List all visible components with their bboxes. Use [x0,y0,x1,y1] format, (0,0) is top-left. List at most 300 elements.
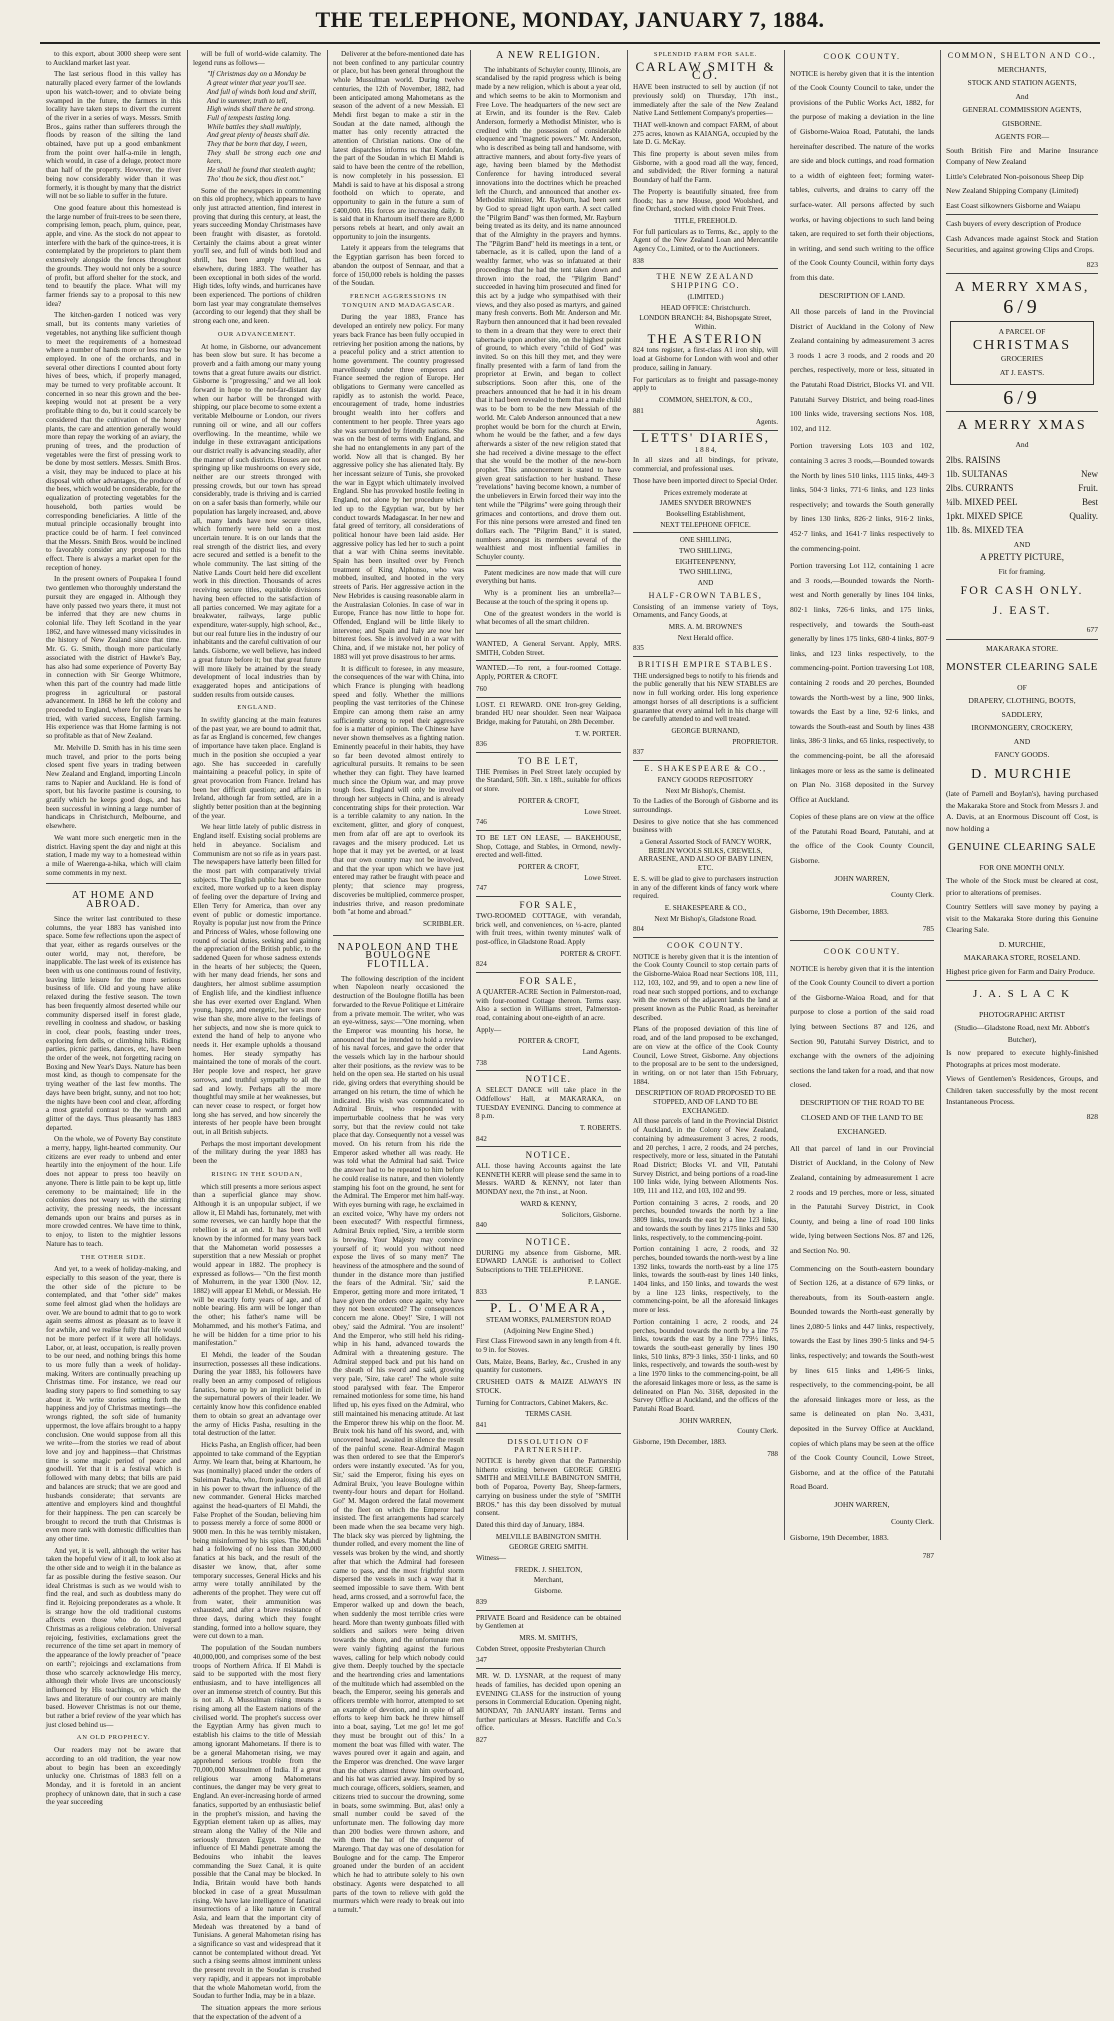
ad-price: 6/9 [1003,387,1041,409]
ad-title: NOTICE. [525,1150,572,1161]
price-item: TWO SHILLING, [678,568,733,577]
witness-label: Witness— [476,1554,507,1563]
signature: T. ROBERTS. [579,1123,621,1132]
paragraph: On the whole, we of Poverty Bay constitute a merry, happy, light-hearted community. Our citizens are ever ready to unbend and enter heartily into the enjoyment of the hour. Life does not appear to press too heavily on anyone. There is little pain to be kept up, little ceremony to be maintained; life in the colonies does not weary us with the stirring activity, the pressing needs, the incessant demands upon our brains and purses as in more crowded centres. We have time to think, to enjoy, to listen to the mightier lessons Nature has to teach. [46,1135,181,1248]
ad-subtitle: FANCY GOODS REPOSITORY [657,775,754,784]
paragraph: One good feature about this homestead is the large number of fruit-trees to be seen there, comprising lemon, peach, plum, quince, pear, apple, and vine. As the stock do not appear to interfere with the bark of the quince-trees, it is contemplated by the proprietors to plant them extensively alongside the fences throughout the grounds. They would not only be a source of profit, but afford shelter for the stock, and tend to beautify the place. What will my farmer friends say to a proposal to this new idea? [46,203,181,308]
divider [476,697,621,698]
column-2 [193,50,321,2021]
signature: MELVILLE BABINGTON SMITH. [495,1532,602,1541]
ad-title: A MERRY XMAS, [954,280,1090,295]
goods-row [946,481,1098,495]
ad-and: AND [697,579,714,588]
ad-subtitle: HEAD OFFICE: Christchurch. [660,303,751,312]
column-rule [940,50,941,1540]
price-item: TWO SHILLING, [678,547,733,556]
signature: D. MURCHIE, [998,939,1046,949]
paragraph: In the present owners of Poupakea I found two gentlemen who thoroughly understand the pursuit they are engaged in. Although they have only passed two years there, it must not be inferred that they are new chums in colonial life. They left Scotland in the year 1862, and have witnessed many vicissitudes in the history of New Zealand since that time. Mr. G. G. Smith, though more particularly associated with the district of Hawke's Bay, has also had some experience of Poverty Bay in connection with Sir George Whitmore, when this part of the country had made little progress in agricultural or pastoral advancement. In 1868 he left the colony and proceeded to England, where for nine years he tried, with varied success, English farming. His experience was that Home farming is not so profitable as that of New Zealand. [46,575,181,741]
goods-item: 2lbs. CURRANTS [946,482,1014,493]
ad-subtitle: Agents. [755,418,778,427]
ad-date: Gisborne, 19th December, 1883. [790,906,889,916]
classified-ad: Portion containing 1 acre, 2 roods, and 24 perches, bounded towards the north by a line 75 links, towards the east by a line 779½ links, towards the south-east generally by lines 190 links, 510 links, 879·3 links, 350·1 links, and 60 links, respectively, and towards the south-west by a line 1970 links to the commencing-point, be all the aforesaid linkages more or less, as the same is delineated on Plan No. 3168, deposited in the Survey Office at Auckland, and the offices of the Patutahi Road Board. [633,1317,778,1413]
classified-ad: The Property is beautifully situated, free from floods; has a new House, good Woolshed, and fine Orchard, stocked with choice Fruit Trees. [633,187,778,214]
section-subheading: THE OTHER SIDE. [80,1253,147,1261]
column-3 [333,50,464,1914]
column-5 [633,50,778,1540]
ad-name: JAMES SNYDER BROWNE'S [659,499,752,508]
ad-subtitle: Bookselling Establishment, [665,509,746,518]
ad-title: P. L. O'MEARA, [490,1300,607,1316]
ad-number: 804 [633,925,644,934]
witness-place: Gisborne. [534,1587,563,1596]
classified-ad: HAVE been instructed to sell by auction (if not previously sold) on Thursday, 17th inst., immediately after the sale of the New Zealand Native Land Settlement Company's properties— [633,83,778,118]
ad-name: J. EAST. [992,602,1052,617]
ad-terms: TERMS CASH. [525,1410,572,1419]
classified-ad: NOTICE is hereby given that it is the intention of the Cook County Council to take, under the provisions of the Public Works Act, 1882, for the purpose of making a deviation in the line of Gisborne-Waioa Road, Patutahi, the lands hereinafter described. The nature of the works are side and block cuttings, and road formation to a width of eighteen feet; forming water-tables, culverts, and drains to carry off the surface-water. All persons affected by such works, or having objections to such land being taken, are required to set forth their objections, in writing, and send such writing to the office of the Cook County Council, within forty days from this date. [790,68,934,282]
column-7 [946,50,1098,1540]
ad-heading: SPLENDID FARM FOR SALE. [653,51,758,58]
divider [946,639,1098,640]
paragraph: And yet, it is well, although the writer has taken the hopeful view of it all, to look also at the other side and to weigh it in the balance as far as possible during the festive season. Our ideal Christmas is such as we would wish to find the real, and such as doubtless many do find it. Rejoicing preponderates as a whole. It is strange how the old traditional customs affects even those who do not regard Christmas as a religious celebration. Universal rejoicing, festivities, exclamations greet the recurrence of the time set apart in memory of the appearance of the lowly preacher of "peace on earth"; rejoicings and exclamations from those who scarcely acknowledge His mercy, although their whole lives are unconsciously influenced by His teachings, on which the laws and literature of our country are mainly based. However Christmas is not our theme, but rather a brief review of the year which has just closed behind us— [46,1546,181,1729]
classified-ad: ALL those having Accounts against the late KENNETH KERR will please send the same in to Messrs. WARD & KENNY, not later than MONDAY next, the 7th inst., at Noon. [476,1162,621,1197]
ad-number: 828 [1086,1111,1098,1121]
divider [946,980,1098,981]
classified-ad: WANTED.—To rent, a four-roomed Cottage. Apply, PORTER & CROFT. [476,664,621,682]
classified-ad: WANTED, A General Servant. Apply, MRS. SMITH, Cobden Street. [476,640,621,657]
goods-list [946,453,1098,537]
divider [476,633,621,634]
ad-subtitle: LONDON BRANCH: 84, Bishopsgate Street, Within. [639,314,772,331]
divider [946,214,1098,215]
classified-ad: Portion containing 3 acres, 2 roods, and 20 perches, bounded towards the north by a line 3809 links, towards the east by a line 123 links, and towards the south by lines 2175 links and 530 links, respectively, to the commencing-point. [633,1198,778,1242]
masthead: THE TELEPHONE, MONDAY, JANUARY 7, 1884. [40,0,1100,44]
classified-ad: MR. W. D. LYSNAR, at the request of many heads of families, has decided upon opening an EVENING CLASS for the instruction of young persons in Commercial Education. Opening night, MONDAY, 7th JANUARY instant. Terms and further particulars at Messrs. Ratcliffe and Co.'s office. [476,1672,621,1733]
ad-box-line: GROCERIES [1000,354,1044,363]
classified-ad: For particulars as to freight and passage-money apply to [633,375,778,393]
poem: "If Christmas day on a Monday be A great winter that year you'll see. And full of winds both loud and shrill, And in summer, truth to tell, High winds shall there be and strong. Full of tempests lasting long. While battles they shall multiply, And great plenty of beasts shall die. They that be born that day, I ween, They shall be strong each one and keen, He shall be found that stealeth aught; Tho' thou be sick, thou diest not." [207,70,321,183]
divider [476,1146,621,1147]
paragraph: The inhabitants of Schuyler county, Illinois, are scandalised by the rapid progress which is being made by a new religion, which is about a year old, and which seems to be akin to Mormonism and Free Love. The headquarters of the new sect are at Erwin, and its founder is the Rev. Caleb Anderson, formerly a Methodist Minister, who is credited with the possession of considerable eloquence and "magnetic powers." Mr. Anderson, who is described as being tall and handsome, with attractive manners, and about forty-five years of age, having been blamed by the Methodist Conference for having introduced several innovations into the doctrines which he preached left the Church, and announced that another ex-Methodist minister, Mr. Rayburn, had been sent by God to spread light upon earth. A sect called the "Pilgrim Band" was then formed, Mr. Rayburn being treated as its deity, and its name announced that of the Almighty in the prayers and hymns. The "Pilgrim Band" held its meetings in a tent, or tabernacle, as it is called, upon the land of a wealthy farmer, who was so infatuated at their proceedings that he had the tent taken down and thrown into the road, the "Pilgrim Band" succeeded in having him prosecuted and fined for this act by a judge who sympathised with their views, and they also posed as martyrs, and gained many fresh converts. Both Mr. Anderson and Mr. Rayburn then announced that it had been revealed to them in a dream that they were to erect their tabernacle upon another site, on the highest point of ground, to which every "child of God" was invited. So on this hill they met, and they were finally presented with a farm of land from the proprietor at Erwin, and began to collect subscriptions. Soon after this, one of the preachers announced that he had it in his dream that it had been revealed to them that a male child was to be born to be the new Messiah of the world. Mr. Caleb Anderson announced that a new prophet would be born for the church at Erwin, whom he would be the father, and a few days afterwards a sister of the new religion stated that she had received a divine message to the effect that she would be the mother of the new-born prophet. This announcement is stated to have given great satisfaction to her husband. These "revelations" having become known, a number of the unbelievers in Erwin forced their way into the tent while the "Pilgrims" were going through their grimaces and contortions, and drove them out. For this nine persons were arrested and fined ten dollars each. The "Pilgrim Band," it is stated, numbers amongst its members several of the wealthiest and most influential families in Schuyler county. [476,65,622,562]
goods-row [946,509,1098,523]
paragraph: We want more such energetic men in the district. Having spent the day and night at this station, I made my way to a homestead within a mile of Waerenga-a-hika, which will claim some comments in my next. [46,833,181,877]
classified-ad: Cash buyers of every description of Produce [946,219,1081,228]
classified-ad: a General Assorted Stock of FANCY WORK, BERLIN WOOLS SILKS, CREWELS, ARRASENE, AND ALSO OF BABY LINEN, ETC. [638,838,773,873]
ad-and: AND [1013,539,1031,549]
classified-ad: THE undersigned begs to notify to his friends and the public generally that his NEW STABLES are now in full working order. His long experience amongst horses of all descriptions is a sufficient guarantee that every animal left in his charge will be carefully attended to and well treated. [633,671,778,724]
goods-line: IRONMONGERY, CROCKERY, [971,723,1073,732]
goods-item: 2lbs. RAISINS [946,454,1001,465]
divider [790,940,934,941]
divider [476,830,621,831]
classified-ad: The whole of the Stock must be cleared at cost, prior to alterations of premises. [946,876,1098,897]
section-subheading: RISING IN THE SOUDAN, [211,1170,303,1178]
ad-subtitle: Lowe Street. [584,807,621,816]
classified-ad: Portion traversing Lot 112, containing 1 acre and 3 roods,—Bounded towards the North-west and North generally by lines 104 links, 802·1 links, 726·6 links, and 175 links, respectively, and towards the South-east generally by lines 175 links, 680·4 links, 807·9 links, and 123 links respectively, to the commencing-point. Portion traversing Lot 108, containing 2 roods and 20 perches, Bounded towards the North-west by a line, 900 links, towards the East by a line, 92·6 links, and towards the South-east and South by lines 438 links, 386·3 links, and 65 links, respectively, to the commencing-point, be all the aforesaid linkages more or less as the same is delineated on Plan No. 3168 deposited in the Survey Office at Auckland. [790,561,934,804]
ad-title: COOK COUNTY. [823,52,901,61]
ad-title: COOK COUNTY. [667,941,744,951]
divider [476,1433,621,1434]
classified-ad: Is now prepared to execute highly-finished Photographs at prices most moderate. [946,1048,1098,1069]
classified-ad: This fine property is about seven miles from Gisborne, with a good road all the way, fenced, and subdivided; the River forming a natural Boundary of half the Farm. [633,150,778,185]
classified-ad: (late of Parnell and Boylan's), having purchased the Makaraka Store and Stock from Messrs J. and A. Davis, at an Enormous Discount off Cost, is now holding a [946,789,1098,833]
ad-subtitle: Land Agents. [582,1048,621,1057]
ad-title: LETTS' DIARIES, [640,430,771,446]
ship-name: THE ASTERION [647,330,764,346]
paragraph: The population of the Soudan numbers 40,000,000, and comprises some of the best troops of Northern Africa. If El Mahdi is said to be supported with the most fiery enthusiasm, and to have intelligences all over an immense stretch of country. But this is not all. A Mussulman rising means a rising among all the Eastern nations of the civilised world. The prophet's success over the Egyptian Army has given much to establish his claims to the title of Messiah among ignorant Mahometans. If there is to be a general Mahometan rising, we may apprehend serious trouble from the 70,000,000 Mussulmen of India. If a great religious war among Mahometans continues, the danger may be very great to England. An ever-increasing horde of armed fanatics, supported by an enthusiastic belief in the prophet's mission, and having the Egyptian element taken up as allies, may stream along the Valley of the Nile and seriously threaten Egypt. Should the influence of El Mahdi penetrate among the Bedouins who inhabit the leaves commanding the Suez Canal, it is quite possible that the Canal may be blocked. In India, Britain would have both hands blocked in case of a great Mussulman rising. We have late intelligence of fanatical insurrections of a like nature in Central Asia, and learn that the important city of Medeah was threatened by a band of Tunisians. A general Mahometan rising has a significance so vast and widespread that it cannot be contemplated without dread. Yet such a rising seems almost imminent unless the present revolt in the Soudan is crushed very rapidly, and it appears not improbable that the whole Mahometan world, from the Soudan to further India, may be in a blaze. [193,1644,321,2001]
column-1 [46,50,181,1807]
ad-subtitle: County Clerk. [890,890,934,900]
classified-ad: DURING my absence from Gisborne, MR. EDWARD LANGE is authorised to Collect Subscriptions to THE TELEPHONE. [476,1248,621,1275]
classified-ad: To the Ladies of the Borough of Gisborne and its surroundings. [633,797,778,814]
goods-note: Fruit. [1078,482,1098,493]
goods-line: DRAPERY, CLOTHING, BOOTS, [968,696,1076,705]
divider [476,896,621,897]
classified-ad: First Class Firewood sawn in any length from 4 ft. to 9 in. for Stoves. [476,1337,621,1354]
ad-title: FOR SALE, [519,976,578,987]
ad-and: And [1015,91,1029,101]
divider [476,752,621,753]
ad-and: And [1015,440,1029,449]
paragraph: The last serious flood in this valley has naturally placed every farmer of the lowlands upon his watch-tower; and to obviate being swamped in the future, the farmers in this locality have taken steps to divert the current of the river in a series of ways. Messrs. Smith Bros., gains rather than sufferers through the floods by reason of the silting the land obtained, have put up a good embankment from the point over half-a-mile in length, which would, in case of a deluge, protect more than half of the property. However, the river being now considerably wider than it was formerly, it is thought by many that the district will not be so liable to suffer in the future. [46,70,181,201]
ad-number: 881 [633,406,644,415]
ad-number: 785 [922,924,934,934]
column-rule [627,50,628,1540]
article-headline: NAPOLEON AND THE BOULOGNE FLOTILLA. [337,941,460,971]
goods-row [946,467,1098,481]
divider [946,273,1098,274]
classified-ad: Country Settlers will save money by paying a visit to the Makaraka Store during this Genuine Clearing Sale. [946,902,1098,934]
classified-ad: Little's Celebrated Non-poisonous Sheep Dip [946,171,1084,181]
classified-ad: Copies of these plans are on view at the office of the Patutahi Road Board, Patutahi, and at the office of the Cook County Council, Gisborne. [790,812,934,866]
divider [476,1070,621,1071]
goods-note: Quality. [1069,510,1098,521]
ad-name: MRS. A. M. BROWNE'S [668,622,743,631]
classified-ad: All those parcels of land in the Provincial District of Auckland, in the Colony of New Zealand, containing by admeasurement 3 acres, 2 roods, and 20 perches, 1 acre, 2 roods, and 24 perches, respectively, more or less, situated in the Patutahi Road District; Blocks VI. and VII, Patutahi Survey District, and being portions of a road-line 100 links wide, lying between Allotments Nos. 109, 111 and 112, and 103, 102 and 99. [633,1117,778,1196]
divider [946,411,1098,412]
ad-number: 839 [476,1597,487,1606]
classified-ad: Commencing on the South-eastern boundary of Section 126, at a distance of 679 links, or thereabouts, from its South-eastern angle. Bounded towards the North-east generally by lines 2,080·5 links and 447 links, respectively, towards the East by lines 390·5 links and 94·5 links, respectively; and towards the South-west by lines 615 links and 1,496·5 links, respectively, to the commencing-point, be all the aforesaid linkages more or less, as the same is delineated on plan No. 3,431, deposited in the Survey Office at Auckland, copies of which plans may be seen at the office of the Cook County Council, Lowe Street, Gisborne, and at the office of the Patutahi Road Board. [790,1263,934,1492]
classified-ad: A SELECT DANCE will take place in the Oddfellows' Hall, at MAKARAKA, on TUESDAY EVENING. Dancing to commence at 8 p.m. [476,1086,621,1121]
ad-number: 677 [1086,625,1098,634]
divider [633,760,778,761]
ad-date: Gisborne, 19th December, 1883. [633,1438,727,1447]
paragraph: Lately it appears from the telegrams that the Egyptian garrison has been forced to abandon the outpost of Sennaar, and that a force of 150,000 rebels is holding the passes of the Soudan. [333,244,464,288]
signature: SCRIBBLER. [423,919,464,928]
classified-ad: Desires to give notice that she has commenced business with [633,817,778,835]
classified-ad: CRUSHED OATS & MAIZE ALWAYS IN STOCK. [476,1378,621,1395]
ad-subtitle: (Studio—Gladstone Road, next Mr. Abbott's Butcher), [954,1023,1090,1044]
goods-row [946,453,1098,467]
paragraph: At home, in Gisborne, our advancement has been slow but sure. It has become a proverb and a faith among our many young towns that a great future awaits our district. Gisborne is "progressing," and we all look forward in hope to the not-far-distant day when our harbor will be thronged with shipping, our place become to some extent a veritable Melbourne or London, our rivers running oil or wine, and all our coffers overflowing. In the meantime, while we indulge in these extravagant anticipations our district really is advancing steadily, after the manner of such districts. Houses are not springing up like mushrooms on every side, neither are our streets thronged with pressing crowds, but our town has spread considerably, trade is thriving and is carried on on a safer basis than formerly, while our population has largely increased, and, above all, many lands have now secure titles, which formerly were held on a most uncertain tenure. It is on our lands that the real strength of the district lies, and every acre secured and settled is a benefit to the whole community. The last sitting of the Native Lands Court held here did excellent work in this direction. Thousands of acres receiving secure titles, equitable divisions having been effected to the satisfaction of all parties concerned. We may agitate for a breakwater, railways, large public expenditure, water-supply, high school, &c., but our real future lies in the industry of our inhabitants and the careful cultivation of our lands. Gisborne, we well believe, has indeed a great future before it; but that great future will more likely be attained by the steady development of local industries than by exaggerated hopes and anticipations of sudden results from outside causes. [193,342,321,699]
classified-ad: E. S. will be glad to give to purchasers instruction in any of the different kinds of fancy work where required. [633,874,778,901]
signature: GEORGE BURNAND, [671,727,740,735]
witness-name: FREDK. J. SHELTON, [514,1565,583,1574]
classified-ad: THAT well-known and compact FARM, of about 275 acres, known as KAIANGA, occupied by the late D. G. McKay. [633,120,778,147]
ad-and: AND [1013,736,1031,746]
classified-ad: East Coast silkowners Gisborne and Waiapu [946,200,1081,210]
classified-ad: South British Fire and Marine Insurance Company of New Zealand [946,145,1098,166]
ad-subtitle: (Adjoining New Engine Shed.) [503,1326,594,1335]
signature: GEORGE GREIG SMITH. [509,1543,588,1552]
ad-subtitle: DESCRIPTION OF LAND. [819,290,905,300]
ad-title: THE NEW ZEALAND SHIPPING CO. [656,272,755,291]
paragraph: which still presents a more serious aspect than a superficial glance may show. Although it is an unpopular subject, if we allow it, El Mahdi has, fortunately, met with some reverses, we can hardly hope that the rebellion is at an end. It has been well known by the informed for many years back that the Mahometan world possesses a superstition that a new Messiah or prophet would appear in 1882. The prophecy is expressed as follows— "On the first month of Mohurrem, in the year 1300 (Nov. 12, 1882) will appear El Mehdi, or Messiah. He will be exactly forty years of age, and of noble bearing. His arm will be longer than the other; his father's name will be Mohammed, and his mother's Fatima, and he will be hidden for a time prior to his manifestation." [193,1182,321,1348]
signature: P. LANGE. [588,1277,621,1286]
ad-subtitle: Solicitors, Gisborne. [561,1210,621,1219]
signature: PORTER & CROFT, [518,1037,579,1046]
classified-ad: 824 tons register, a first-class A1 iron ship, will load at Gisborne for London with wool and other produce, sailing in January. [633,346,778,372]
classified-ad: Portion containing 1 acre, 2 roods, and 32 perches, bounded towards the north-west by a line 1392 links, towards the north-east by a line 175 links, towards the south-east by lines 140 links, 1404 links, and 150 links, and towards the west by a line 123 links, respectively, to the commencing-point, be all the aforesaid linkages more or less. [633,1245,778,1315]
ad-number: 837 [633,748,644,757]
goods-line: FANCY GOODS. [994,750,1050,759]
witness-title: Merchant, [533,1576,564,1585]
ad-number: 835 [633,644,644,653]
ad-number: 841 [476,1420,487,1429]
classified-ad: Oats, Maize, Beans, Barley, &c., Crushed in any quantity for customers. [476,1357,621,1375]
ad-title: COOK COUNTY. [823,947,901,957]
ad-address: Cobden Street, opposite Presbyterian Church [476,1644,606,1653]
ad-number: 842 [476,1134,487,1143]
ad-box-line: AT J. EAST'S. [999,367,1045,377]
ad-title: CARLAW SMITH & CO. [635,58,776,83]
goods-item: 1lb. SULTANAS [946,468,1008,479]
article-headline: A NEW RELIGION. [496,50,601,61]
goods-note: Best [1081,496,1098,507]
ad-subtitle: MERCHANTS, [997,64,1047,74]
classified-ad: Cash Advances made against Stock and Station Securities, and against growing Clips and Crops. [946,233,1098,254]
signature: PORTER & CROFT. [560,949,621,958]
ad-number: 840 [476,1221,487,1230]
paragraph: The kitchen-garden I noticed was very small, but its contents many varieties of vegetables, not anything like sufficient though to meet the requirements of a homestead where a number of hands more or less may be employed. In one of the orchards, and in several other directions I counted about forty hives of bees, which, if properly managed, may be turned to very profitable account. It concerned in so near this grown and the bee-keeping would not at present be a very profitable thing to do, but it could scarcely be considered that the cultivation of the honey plants, the care and attention generally would more than repay the working of an aviary, the pruning of trees, and the production of vegetables were the first of pressing work to be done by most settlers. Messrs. Smith Bros. a visit, they may be induced to place at his disposal with other advantages, the produce of the bees, which would be considerable, for the equalization of protecting vegetables for the household, both parties would be corresponding beneficiaries. A little of the mutual principle occasionally brought into practice could be of harm. I feel convinced that the Messrs. Smith Bros. would be inclined to favorably consider any proposal to this effect. There is always a market open for the reception of honey. [46,311,181,572]
divider [333,935,464,936]
ad-place: GISBORNE. [1002,118,1042,128]
classified-ad: NOTICE is hereby given that it is the intention of the Cook County Council to divert a portion of the Gisborne-Waioa Road, and for that purpose to close a portion of the said road lying between Sections 87 and 126, and Section 90, Patutahi Survey District, and to exchange with the owners of the adjoining sections the land taken for a road, and that now closed. [790,963,934,1090]
ad-subtitle: MAKARAKA STORE, ROSELAND. [963,953,1081,962]
paragraph: Perhaps the most important development of the military during the year 1883 has been the [193,1139,321,1166]
classified-ad: Dated this third day of January, 1884. [476,1520,585,1529]
paragraph: El Mehdi, the leader of the Soudan insurrection, possesses all these indications. During the year 1883, his followers have really been an army composed of religious fanatics, borne up by an implicit belief in the supernatural powers of their leader. We certainly know how this confidence enabled them to obtain so great an advantage over the army of Hicks Pasha, resulting in the total destruction of the latter. [193,1350,321,1438]
divider [476,660,621,661]
ad-name: D. MURCHIE [971,766,1073,782]
divider [476,1610,621,1611]
divider [476,1668,621,1669]
divider [476,565,621,566]
ad-subtitle: DESCRIPTION OF THE ROAD TO BE CLOSED AND OF THE LAND TO BE EXCHANGED. [799,1097,925,1137]
ad-number: 738 [476,1058,487,1067]
ad-subtitle: STOCK AND STATION AGENTS, [967,78,1077,87]
ad-box-line: A PARCEL OF [998,327,1046,336]
ad-box [950,321,1094,385]
ad-subtitle: GENERAL COMMISSION AGENTS, [962,105,1082,114]
article-headline: AT HOME AND ABROAD. [72,890,155,911]
classified-ad: TO BE LET ON LEASE, — BAKEHOUSE, Shop, Cottage, and Stables, in Ormond, newly-erected and well-fitted. [476,833,621,860]
goods-item: 1pkt. MIXED SPICE [946,510,1023,521]
ad-year: 1 8 8 4, [694,445,717,454]
ad-number: 836 [476,740,487,749]
signature: COMMON, SHELTON, & CO., [658,395,753,404]
divider [633,937,778,938]
ad-number: 833 [476,1288,487,1297]
ad-subtitle: County Clerk. [737,1427,778,1436]
classified-ad: All that parcel of land in our Provincial District of Auckland, in the Colony of New Zealand, containing by admeasurement 1 acre 2 roods and 19 perches, more or less, situated in the Patutahi Survey District, in Cook County, and being a line of road 100 links wide, lying between Sections Nos. 87 and 126, and Section No. 90. [790,1143,934,1255]
classified-ad: A QUARTER-ACRE Section in Palmerston-road, with four-roomed Cottage thereon. Terms easy. Also a section in Williams street, Palmerston-road, containing about one-eighth of an acre. [476,987,621,1022]
classified-ad: Turning for Contractors, Cabinet Makers, &c. [476,1398,608,1407]
ad-subtitle: Lowe Street. [584,873,621,882]
paragraph: We hear little lately of public distress in England itself. Existing social problems are held in abeyance. Socialism and Communism are not so rife as in years past. The newspapers have latterly been filled for the most part with comparatively trivial subjects. The English public has been more excited, more worked up to a keen display of feeling over the departure of Irving and Ellen Terry for America, than over any event of public or domestic importance. Royalty is popular just now from the Prince and Princess of Wales, whose following one round of social duties, seeking and gaining the appreciation of the British public, to the saddened Queen for whose sadness extends in the hearts of her subjects; the Queen, with her many dead friends, her sons and daughters, her almost sublime assumption of English life, and the kindliest influence she has ever exerted over England. When young, happy, and energetic, her wars more wise than she, more alive to the feelings of her subjects, and now she is more quick to extend the hand of help to anyone who needs it. Her example upholds a thousand homes. Her steady sympathy has maintained the tone of morals of the court. Her people love and respect, her grave sorrows, and truthful sympathy to all the sad and lowly. Perhaps all the more thoughtful may smile at her weaknesses, but can never cease to respect, or forget how long she has served, and how sincerely the interests of her people have been brought out, in all British subjects. [193,823,321,1137]
section-subheading: ENGLAND. [237,704,277,712]
classified-ad: All those parcels of land in the Provincial District of Auckland in the Colony of New Zealand containing by admeasurement 3 acres 3 roods 1 acre 3 roods, and 2 roods and 20 perches, respectively, more or less, situated in the Patutahi Road District, Blocks VI. and VII. Patutahi Survey District, and being road-lines 100 links wide, traversing sections Nos. 108, 102, and 112. [790,307,934,433]
ad-subtitle: (LIMITED.) [687,292,724,301]
goods-item: ¼lb. MIXED PEEL [946,496,1018,507]
ad-of: OF [1017,682,1027,692]
price-item: EIGHTEENPENNY, [675,557,736,566]
divider [633,532,778,533]
paragraph: One of the greatest wonders in the world is what becomes of all the smart children. [476,609,621,627]
paragraph: It is difficult to foresee, in any measure, the consequences of the war with China, into which France is plunging with headlong speed and folly. Whether the millions peopling the vast territories of the Chinese Empire can among them raise an army sufficiently strong to repel their aggressive foe is a matter of opinion. The Chinese have never shown themselves as a fighting nation. Eminently peaceful in their habits, they have so far been devoted almost entirely to agricultural pursuits. It remains to be seen whether they can fight. They have learned much since the Opium war, and may prove tough foes. England will only be involved through her subjects in China, and is already concentrating ships for their protection. War is a terrible calamity to any nation. In the excitement, glitter, and glory of conquest, men from afar off are apt to overlook its ravages and the misery produced. Let us hope that it may yet be averted, or at least that our own country may not be involved, and that the year upon which we have just entered may rather be fraught with peace and plenty; that science may progress, discoveries be multiplied, commerce prosper, industries thrive, and reason predominate both "at home and abroad." [333,664,464,917]
paragraph: And yet, to a week of holiday-making, and especially to this season of the year, there is the other side of the picture to be contemplated, and that "other side" makes some feel almost glad when the holidays are over. We are bound to admit that to go to work again seems almost as pleasant as to leave it for awhile, and we realise fully that life would not be more perfect if it were all holidays. Labor, or, at least, occupation, is really proven to be our need, and nothing brings this home to us more fully than a week of holiday-making. Writers are continually preaching up Christmas time. For instance, we read our leading story papers to find something to say about it. We write stories setting forth the happiness and joy of Christmas meetings—the wrongs righted, the soft side of humanity uppermost, the love affairs brought to a happy conclusion. One would suppose from all this we write—from the stories we read of about love and joy and happiness—that Christmas time is some magic period of peace and goodwill. Yet that it is a festival which is followed with many debts; that bills are paid and balances are struck; that we are good and husbands considerate; that servants are attentive and employers kind and thoughtful for their happiness. The pen can scarcely be brought to record the truth that Christmas is even more rank with domestic difficulties than any other time. [46,1265,181,1544]
ad-subtitle: County Clerk. [890,1516,934,1526]
ad-number: 838 [633,256,644,265]
column-rule [784,50,785,1540]
column-rule [327,50,328,1540]
ad-number: 747 [476,884,487,893]
goods-note: New [1081,468,1098,479]
ad-number: 824 [476,960,487,969]
ad-title: E. SHAKESPEARE & CO., [644,764,767,774]
classified-ad: TWO-ROOMED COTTAGE, with verandah, brick well, and conveniences, on ¼-acre, planted with fruit trees, within twenty minutes' walk of post-office, in Gladstone Road. Apply [476,911,621,946]
column-4 [476,50,622,1745]
ad-number: 746 [476,818,487,827]
signature: WARD & KENNY, [520,1199,577,1208]
goods-row [946,495,1098,509]
goods-line: SADDLERY, [1001,709,1043,719]
ad-apply: Apply— [476,1025,502,1034]
goods-row [946,523,1098,537]
classified-ad: For full particulars as to Terms, &c., apply to the Agent of the New Zealand Loan and Mercantile Agency Co., Limited, or to the Auctioneers. [633,227,778,254]
paragraph: Why is a prominent lies an umbrella?—Because at the touch of the spring it opens up. [476,589,621,606]
signature: T. W. PORTER. [575,729,621,738]
signature: JOHN WARREN, [679,1416,732,1425]
paragraph: Patent medicines are now made that will cure everything but hams. [476,568,621,586]
paragraph: will be full of world-wide calamity. The legend runs as follows— [193,50,321,67]
ad-number: 788 [767,1449,778,1458]
ad-number: 827 [476,1736,487,1745]
ad-title: DISSOLUTION OF PARTNERSHIP. [507,1436,590,1455]
classified-ad: Prices extremely moderate at [663,488,748,497]
ad-title: FOR SALE, [519,900,578,911]
classified-ad: Portion traversing Lots 103 and 102, containing 3 acres 3 roods,—Bounded towards the North by lines 510 links, 1115 links, 449·3 links, 504·3 links, 771·6 links, and 123 links respectively; and towards the South generally by lines 130 links, 826·2 links, 916·2 links, 452·7 links, and 1641·7 links respectively to the commencing-point. [790,441,934,553]
paragraph: The situation appears the more serious that the expectation of the advent of a [193,2003,321,2021]
signature: PORTER & CROFT, [518,863,579,872]
classified-ad: NOTICE is hereby given that it is the intention of the Cook County Council to stop certain parts of the Gisborne-Waioa Road near Sections 108, 111, 112, 103, 102, and 99, and to open a new line of road near such stopped portions, and to exchange with the owners of the adjacent lands the land at present known as the Public Road, as hereinafter described. [633,952,778,1022]
ad-subtitle: FOR ONE MONTH ONLY. [979,862,1065,872]
classified-ad: NOTICE is hereby given that the Partnership hitherto existing between GEORGE GREIG SMITH and MELVILLE BABINGTON SMITH, both of Poparoa, Poverty Bay, Sheep-farmers, carrying on business under the style of "SMITH BROS." has this day been dissolved by mutual consent. [476,1457,621,1518]
ad-name: J. A. S L A C K [972,988,1072,1000]
ad-box-title: CHRISTMAS [972,337,1072,353]
classified-ad: Plans of the proposed deviation of this line of road, and of the land proposed to be exchanged, are on view at the office of the Cook County Council, Lowe Street, Gisborne. Any objections to the proposal are to be sent to the undersigned, in writing, on or not later than 15th February, 1884. [633,1025,778,1086]
paragraph: The following description of the incident when Napoleon nearly occasioned the destruction of the Boulogne flotilla has been forwarded to the Revue Politique et Littéraire from a private memoir. The writer, who was an eye-witness, says:—"One morning, when the Emperor was mounting his horse, he announced that he intended to hold a review of his naval forces, and gave the order that the vessels which lay in the harbour should alter their positions, as the review was to be held on the open sea. He started on his usual ride, giving orders that everything should be arranged on his return, the time of which he indicated. His wish was communicated to Admiral Bruix, who responded with imperturbable coolness that he was very sorry, but that the review could not take place that day. Consequently not a vessel was moved. On his return from his ride the Emperor asked whether all was ready. He was told what the Admiral had said. Twice the answer had to be repeated to him before he could realise its nature, and then violently stamping his foot on the ground, he sent for the Admiral. The Emperor met him half-way. With eyes burning with rage, he exclaimed in an excited voice, 'Why have my orders not been executed?' With respectful firmness, Admiral Bruix replied, 'Sire, a terrible storm is brewing. Your Majesty may convince yourself of it; would you without need expose the lives of so many men?' The heaviness of the atmosphere and the sound of thunder in the distance more than justified the fears of the Admiral. 'Sir,' said the Emperor, getting more and more irritated, 'I have given the orders once again; why have they not been executed? The consequences concern me alone. Obey!' 'Sire, I will not obey,' said the Admiral. 'You are insolent!' And the Emperor, who still held his riding-whip in his hand, advanced towards the Admiral with a threatening gesture. The Admiral stepped back and put his hand on the sheath of his sword and said, growing very pale, 'Sire, take care!' The whole suite stood paralysed with fear. The Emperor remained motionless for some time, his hand lifted up, his eyes fixed on the Admiral, who still maintained his menacing attitude. At last the Emperor threw his whip on the floor. M. Bruix took his hand off his sword, and, with uncovered head, awaited in silence the result of the painful scene. Rear-Admiral Magon was then ordered to see that the Emperor's orders were instantly executed. 'As for you, Sir,' said the Emperor, fixing his eyes on Admiral Bruix, 'you leave Boulogne within twenty-four hours and depart for Holland. Go!' M. Magon ordered the fatal movement of the fleet on which the Emperor had insisted. The first arrangements had scarcely been made when the sea became very high. The black sky was pierced by lightning, the thunder rolled, and every moment the line of vessels was broken by the wind, and shortly after that which the Admiral had foreseen came to pass, and the most frightful storm dispersed the vessels in such a way that it seemed impossible to save them. With bent head, arms crossed, and a sorrowful face, the Emperor walked up and down the beach, when suddenly the most terrible cries were heard. More than twenty gunboats filled with soldiers and sailors were being driven towards the shore, and the unfortunate men were vainly fighting against the furious waves, calling for help which nobody could give them. Deeply touched by the spectacle and the heartrending cries and lamentations of the multitude which had assembled on the beach, the Emperor, seeing his generals and officers tremble with horror, attempted to set an example of devotion, and in spite of all efforts to keep him back he threw himself into a boat, saying, 'Let me go! let me go! they must be brought out of this.' In a moment the boat was filled with water. The waves poured over it again and again, and the Emperor was drenched. One wave larger than the others almost threw him overboard, and his hat was carried away. Inspired by so much courage, officers, soldiers, seamen, and citizens tried to succour the drowning, some in boats, some swimming. But, alas! only a small number could be saved of the unfortunate men. The following day more than 200 bodies were thrown ashore, and with them the hat of the conqueror of Marengo. That day was one of desolation for Boulogne and for the camp. The Emperor groaned under the burden of an accident which he had to attribute solely to his own obstinacy. Agents were despatched to all parts of the town to relieve with gold the murmurs which were ready to break out into a tumult." [333,974,464,1914]
ad-subtitle: NEXT TELEPHONE OFFICE. [660,520,751,529]
section-subheading: AN OLD PROPHECY. [76,1734,151,1742]
ad-subtitle: MAKARAKA STORE. [985,643,1058,653]
divider [476,972,621,973]
section-subheading: OUR ADVANCEMENT. [217,330,297,338]
ad-title: FOR CASH ONLY. [960,583,1084,597]
divider [633,268,778,269]
column-rule [187,50,188,1540]
paragraph: Since the writer last contributed to these columns, the year 1883 has vanished into space. Some few reflections upon the aspect of that year, either as regards ourselves or the outer world, may not, therefore, be inapplicable. The last week of its existence has been with us one continuous round of festivity, leaving little leisure for the more serious business of life. Old and young have alike relaxed during the festive season. The town has been frequently almost deserted while our community dispersed itself in forest glade, revelling in coolness and shadow, or basking in cool, clear pools, feasting under trees, exploring fern dells, or climbing hills. Riding parties, picnic parties, dances, etc, have been the order of the week, not forgetting racing on Boxing and New Year's Days. Nature has been most kind, as though to compensate for the trying weather of the last few months. The days have been bright, sunny, and not too hot; the nights have been cool and clear, affording a most grateful contrast to the warmth and glitter of the days. Thus pleasantly has 1883 departed. [46,914,181,1132]
ad-number: 787 [922,1550,934,1560]
ad-subtitle: PROPRIETOR. [732,737,778,746]
signature: PORTER & CROFT, [518,796,579,805]
ad-number: 823 [1086,259,1098,269]
paragraph: During the year 1883, France has developed an entirely new policy. For many years back France has been fully occupied in retrieving her position among the nations, by a peaceful policy and a strict attention to home government. The country progressed marvellously under three emperors and France seemed the region of Europe. Her obligations to Germany were cancelled as rapidly as to astonish the world. Peace, encouragement of trade, home industries brought wealth into her coffers and contentment to her people. Three years ago she was surrounded by friendly nations. She was on the best of terms with England, and she had no entanglements in any part of the world. Now all that is changed. By her aggressive policy she has alienated Italy. By her incessant seizure of Tunis, she provoked the war in Egypt which ultimately involved England. She has provoked hostile feeling in England, not alone by her procedure which led up to the Egyptian war, but by her conduct towards Madagascar. In her new and fatal greed of territory, all considerations of political honour have been laid aside. Her aggressive policy has led her to such a point that a war with China seems inevitable. Spain has been insulted over by French treatment of King Alphonso, who was mobbed, insulted, and hooted in the very streets of Paris. Her aggressive action in the New Hebrides is causing reasonable alarm in the Australasian Colonies. In case of war in Europe, France has now little to hope for. Offended, England will be little likely to intervene; and Spain and Italy are now her bitterest foes. She is involved in a war with China, and, if we mistake not, her policy of 1883 will yet prove disastrous to her arms. [333,313,464,661]
classified-ad: In all sizes and all bindings, for private, commercial, and professional uses. [633,456,778,474]
ad-title: TO BE LET, [518,756,579,767]
paragraph: Mr. Melville D. Smith has in his time seen much travel, and prior to the ports being closed spent five years in trading between New Zealand and England, importing Lincoln rams to Napier and Auckland. He is fond of sport, but his favorite pastime is coursing, to gratify which he keeps good dogs, and has been successful in winning a large number of handicaps in Christchurch, Melbourne, and elsewhere. [46,743,181,831]
signature: E. SHAKESPEARE & CO., [664,903,747,912]
classified-ad: PRIVATE Board and Residence can be obtained by Gentlemen at [476,1613,621,1631]
ad-subtitle: Next Mr Bishop's, Chemist. [665,786,746,795]
paragraph: Deliverer at the before-mentioned date has not been confined to any particular country or place, but has been general throughout the whole Mussulman world. During twelve centuries, the 12th of November, 1882, had been anticipated among Mahometans as the season of the advent of a new Messiah. El Mehdi first began to make a stir in the Soudan at the date named, although the matter has only recently attracted the attention of Christian nations. One of the latest dispatches informs us that Kordofan, the part of the Soudan in which El Mahdi is said to have been the centre of the rebellion, is now completely in his possession. El Mahdi is said to have at his disposal a strong foothold on which to operate, and opportunity to gain in the future a sum of £400,000. His forces are increasing daily. It is said that in Khartoum itself there are 8,000 persons rebels at heart, and only await an opportunity to join the insurgents. [333,50,464,241]
ad-agents-label: AGENTS FOR— [994,132,1050,141]
price-item: ONE SHILLING, [679,536,732,545]
paragraph: Hicks Pasha, an English officer, had been appointed to take command of the Egyptian Army. We learn that, being at Khartoum, he was (nominally) placed under the orders of Suleiman Pasha, who, from jealousy, did all in his power to thwart the influence of the new commander. General Hicks marched against the head-quarters of El Mahdi, the False Prophet of the Soudan, believing him to possess merely a force of some 8000 or 9000 men. In this he was terribly mistaken, being misinformed by his spies. The Mahdi had a following of no less than 300,000 fanatics at his back, and the result of the disaster we know, that, after some temporary successes, General Hicks and his army were totally annihilated by the adherents of the prophet. They were cut off from water, their ammunition was exhausted, and after a brave resistance of three days, during which they fought standing, formed into a hollow square, they were cut down to a man. [193,1440,321,1641]
ad-title: HALF-CROWN TABLES, [648,590,763,600]
divider [633,656,778,657]
ad-title: MONSTER CLEARING SALE [946,661,1098,673]
ad-subtitle: STEAM WORKS, PALMERSTON ROAD [486,1315,611,1324]
goods-item: 1lb. 8s. MIXED TEA [946,524,1024,535]
column-rule [470,50,471,1540]
signature: JOHN WARREN, [834,873,890,883]
ad-title: A MERRY XMAS [957,417,1087,433]
column-6 [790,50,934,1560]
paragraph: to this export, about 3000 sheep were sent to Auckland market last year. [46,50,181,67]
ad-title: GENUINE CLEARING SALE [948,841,1096,853]
ad-subtitle: Next Herald office. [677,633,734,642]
classified-ad: Views of Gentlemen's Residences, Groups, and Children taken successfully by the most recent Instantaneous Process. [946,1074,1098,1106]
ad-title-small: TITLE, FREEHOLD. [674,216,737,225]
classified-ad: THE Premises in Peel Street lately occupied by the Standard, 50ft. 3in. x 18ft., suitable for offices or store. [476,767,621,794]
ad-address: Next Mr Bishop's, Gladstone Road. [654,914,757,923]
classified-ad: New Zealand Shipping Company (Limited) [946,186,1079,195]
signature: JOHN WARREN, [834,1500,890,1509]
classified-ad: Highest price given for Farm and Dairy Produce. [946,966,1095,976]
paragraph: In swiftly glancing at the main features of the past year, we are bound to admit that, as far as England is concerned, few changes of importance have taken place. England is much in the position she occupied a year ago. She has succeeded in carefully maintaining a peaceful policy, in spite of great provocation from France. Ireland has been her difficult question; and affairs in Ireland, although far from settled, are in a slightly better position than at the beginning of the year. [193,716,321,820]
section-subheading: FRENCH AGGRESSIONS IN TONQUIN AND MADAGASCAR. [342,292,455,309]
ad-subtitle: Fit for framing. [998,566,1046,576]
ad-date: Gisborne, 19th December, 1883. [790,1533,889,1543]
ad-title: COMMON, SHELTON AND CO., [947,51,1097,60]
paragraph: Our readers may not be aware that according to an old tradition, the year now about to begin has been an exceedingly unlucky one. Christmas of 1883 fell on a Monday, and it is foretold in an ancient prophecy of unknown date, that in such a case the year succeeding [46,1746,181,1807]
classified-ad: LOST. £1 REWARD. ONE Iron-grey Gelding, branded HU near shoulder. Seen near Waipaoa Bridge, making for Patutahi, on 28th December. [476,700,621,726]
paragraph: Some of the newspapers in commenting on this old prophecy, which appears to have only just attracted attention, find interest in proving that during this century, at least, the years succeeding Monday Christmases have been fraught with disaster, as foretold. Certainly the claims about a great winter you'll see, and full of winds both loud and shrill, has been amply fulfilled, as elsewhere, during 1883. The weather has been exceptional in both sides of the world. High tides, lofty winds, and hurricanes have been experienced. The portions of children born last year may congratulate themselves (according to our legend) that they shall be strong each one, and keen. [193,186,321,326]
ad-title: BRITISH EMPIRE STABLES. [638,660,773,670]
divider [46,883,181,884]
ad-number: 347 [476,1656,487,1665]
ad-title: PHOTOGRAPHIC ARTIST [978,1009,1066,1019]
classified-ad: DESCRIPTION OF ROAD PROPOSED TO BE STOPPED, AND OF LAND TO BE EXCHANGED. [635,1089,776,1115]
classified-ad: Those have been imported direct to Special Order. [633,476,778,485]
ad-subtitle: A PRETTY PICTURE, [980,552,1064,562]
ad-price: 6/9 [1003,295,1041,318]
ad-title: NOTICE. [525,1074,572,1085]
classified-ad: Consisting of an immense variety of Toys, Ornaments, and Fancy Goods, at [633,602,778,620]
ad-number: 760 [476,684,487,693]
divider [476,1233,621,1234]
ad-title: NOTICE. [525,1236,572,1247]
